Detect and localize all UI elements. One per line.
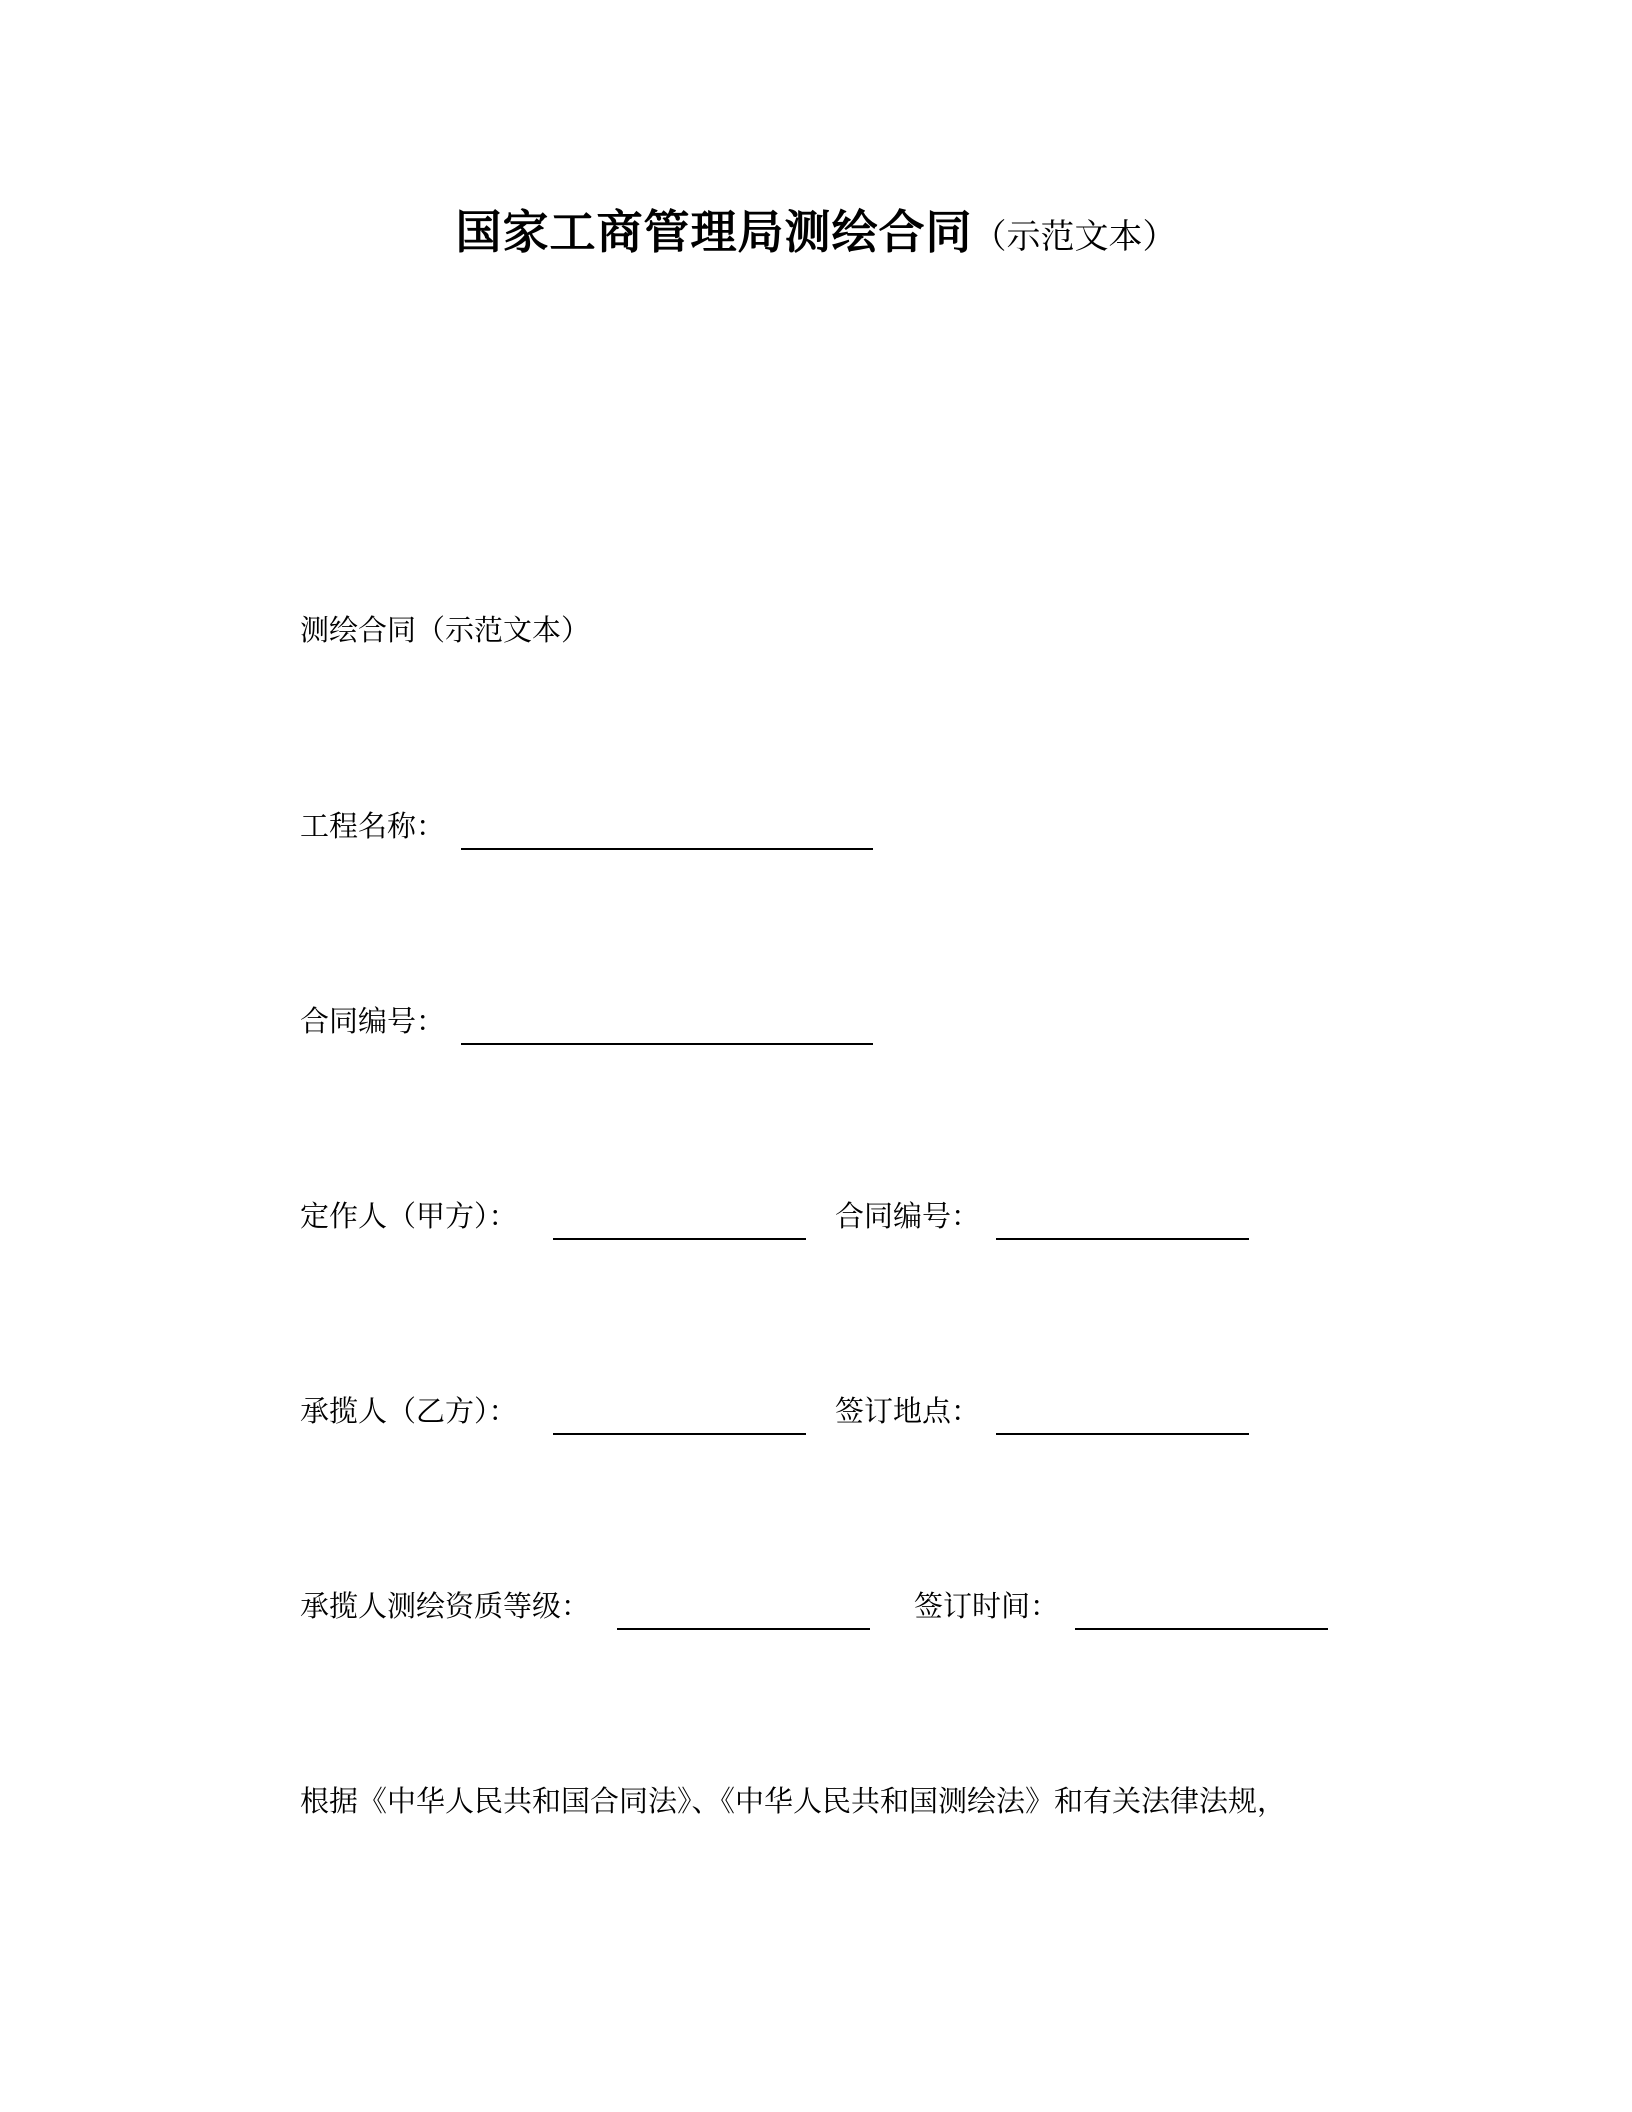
document-title: [0, 196, 1632, 262]
project-name-blank[interactable]: [461, 818, 873, 850]
party-a-field: [300, 1196, 518, 1236]
party-b-blank[interactable]: [553, 1403, 806, 1435]
party-a-blank[interactable]: [553, 1208, 806, 1240]
qualification-blank[interactable]: [617, 1598, 870, 1630]
body-paragraph: 根据《中华人民共和国合同法》、《中华人民共和国测绘法》和有关法律法规，: [300, 1784, 1287, 1818]
project-name-label: 工程名称：: [300, 809, 446, 843]
sign-place-field: [835, 1391, 980, 1431]
contract-no-blank-2[interactable]: [996, 1208, 1249, 1240]
title-sub: （示范文本）: [972, 217, 1177, 257]
contract-no-field: [300, 1001, 445, 1041]
sign-place-blank[interactable]: [996, 1403, 1249, 1435]
title-main: 国家工商管理局测绘合同: [455, 205, 973, 259]
contract-no-label: 合同编号：: [300, 1004, 446, 1038]
party-a-label: 定作人（甲方）：: [300, 1199, 518, 1233]
subtitle: 测绘合同（示范文本）: [300, 613, 591, 647]
qualification-field: [300, 1586, 590, 1626]
contract-no-field-2: [835, 1196, 980, 1236]
project-name-field: [300, 806, 445, 846]
sign-place-label: 签订地点：: [835, 1394, 981, 1428]
sign-time-field: [914, 1586, 1059, 1626]
party-b-field: [300, 1391, 518, 1431]
contract-no-label-2: 合同编号：: [835, 1199, 981, 1233]
sign-time-blank[interactable]: [1075, 1598, 1328, 1630]
qualification-label: 承揽人测绘资质等级：: [300, 1589, 591, 1623]
sign-time-label: 签订时间：: [914, 1589, 1060, 1623]
contract-no-blank[interactable]: [461, 1013, 873, 1045]
party-b-label: 承揽人（乙方）：: [300, 1394, 518, 1428]
